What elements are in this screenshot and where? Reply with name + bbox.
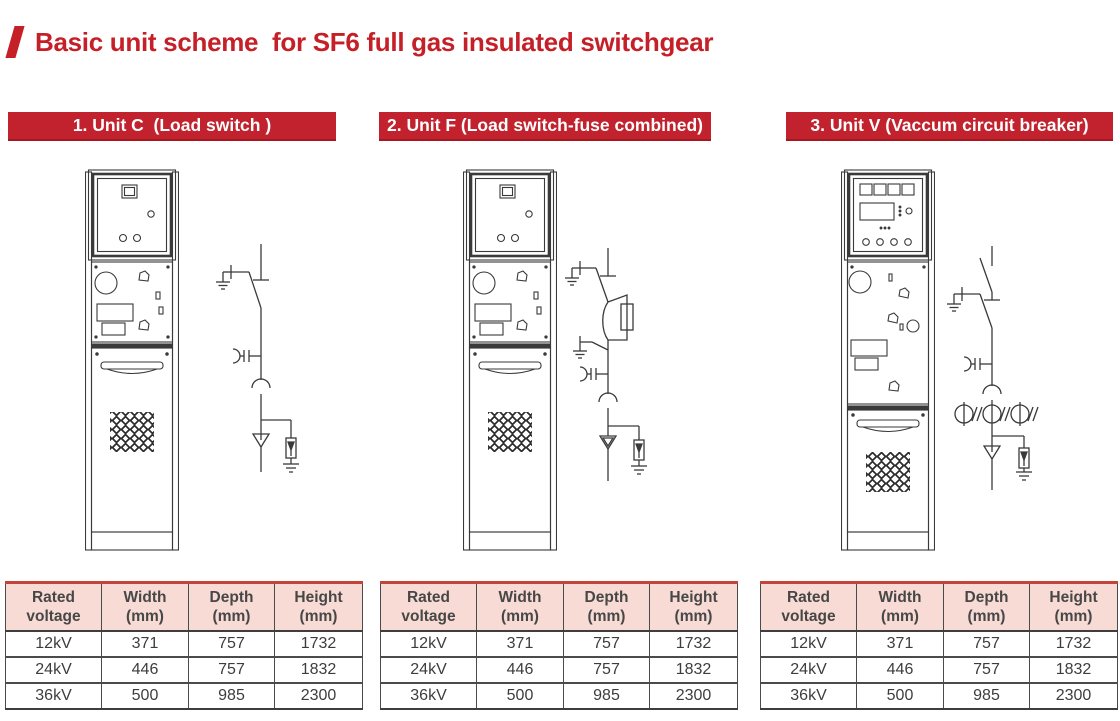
page-title: Basic unit scheme for SF6 full gas insulated switchgear: [35, 26, 714, 57]
table-cell: 36kV: [6, 683, 102, 709]
table-row: [761, 631, 1118, 657]
column-header-width: Width (mm): [102, 583, 189, 632]
table-cell: 1732: [1030, 631, 1118, 657]
table-row: [6, 683, 363, 709]
column-header-height: Height (mm): [650, 583, 738, 632]
table-header-row: [381, 583, 738, 632]
column-header-rated-voltage: Rated voltage: [6, 583, 102, 632]
table-cell: 12kV: [381, 631, 477, 657]
table-cell: 12kV: [761, 631, 857, 657]
table-row: [761, 683, 1118, 709]
table-row: [381, 683, 738, 709]
table-cell: 371: [857, 631, 944, 657]
column-header-rated-voltage: Rated voltage: [761, 583, 857, 632]
table-cell: 1732: [650, 631, 738, 657]
unit-c-circuit-diagram: [203, 244, 303, 474]
column-header-depth: Depth (mm): [189, 583, 275, 632]
table-row: [761, 657, 1118, 683]
slash-icon: [5, 26, 24, 58]
table-cell: 985: [944, 683, 1030, 709]
table-cell: 2300: [650, 683, 738, 709]
unit-v-cabinet-drawing: [841, 164, 935, 554]
table-header-row: [6, 583, 363, 632]
table-cell: 757: [564, 657, 650, 683]
unit-f-cabinet-drawing: [463, 164, 557, 554]
table-cell: 371: [102, 631, 189, 657]
table-cell: 371: [477, 631, 564, 657]
table-cell: 1732: [275, 631, 363, 657]
column-header-height: Height (mm): [1030, 583, 1118, 632]
table-row: [381, 657, 738, 683]
table-cell: 2300: [1030, 683, 1118, 709]
table-cell: 1832: [1030, 657, 1118, 683]
table-cell: 500: [102, 683, 189, 709]
column-header-depth: Depth (mm): [944, 583, 1030, 632]
unit-v-specs-table: [760, 581, 1118, 710]
unit-f-circuit-diagram: [553, 248, 663, 483]
table-cell: 985: [189, 683, 275, 709]
unit-v-banner: 3. Unit V (Vaccum circuit breaker): [786, 112, 1113, 141]
table-cell: 757: [944, 631, 1030, 657]
table-cell: 36kV: [761, 683, 857, 709]
table-cell: 24kV: [381, 657, 477, 683]
column-header-height: Height (mm): [275, 583, 363, 632]
table-cell: 500: [477, 683, 564, 709]
table-cell: 500: [857, 683, 944, 709]
unit-c-banner: 1. Unit C (Load switch ): [8, 112, 336, 141]
column-header-rated-voltage: Rated voltage: [381, 583, 477, 632]
table-cell: 757: [189, 657, 275, 683]
unit-f-banner: 2. Unit F (Load switch-fuse combined): [379, 112, 711, 141]
table-cell: 36kV: [381, 683, 477, 709]
table-cell: 446: [857, 657, 944, 683]
table-cell: 12kV: [6, 631, 102, 657]
table-cell: 757: [189, 631, 275, 657]
table-cell: 446: [102, 657, 189, 683]
table-cell: 985: [564, 683, 650, 709]
unit-v-circuit-diagram: [928, 246, 1052, 492]
table-cell: 1832: [275, 657, 363, 683]
column-header-depth: Depth (mm): [564, 583, 650, 632]
column-header-width: Width (mm): [477, 583, 564, 632]
table-cell: 446: [477, 657, 564, 683]
table-cell: 24kV: [761, 657, 857, 683]
table-cell: 24kV: [6, 657, 102, 683]
unit-c-cabinet-drawing: [85, 164, 179, 554]
table-row: [381, 631, 738, 657]
table-row: [6, 631, 363, 657]
unit-f-specs-table: [380, 581, 738, 710]
table-cell: 757: [564, 631, 650, 657]
page-header: [10, 26, 713, 58]
column-header-width: Width (mm): [857, 583, 944, 632]
table-cell: 757: [944, 657, 1030, 683]
table-cell: 1832: [650, 657, 738, 683]
table-header-row: [761, 583, 1118, 632]
table-cell: 2300: [275, 683, 363, 709]
table-row: [6, 657, 363, 683]
unit-c-specs-table: [5, 581, 363, 710]
